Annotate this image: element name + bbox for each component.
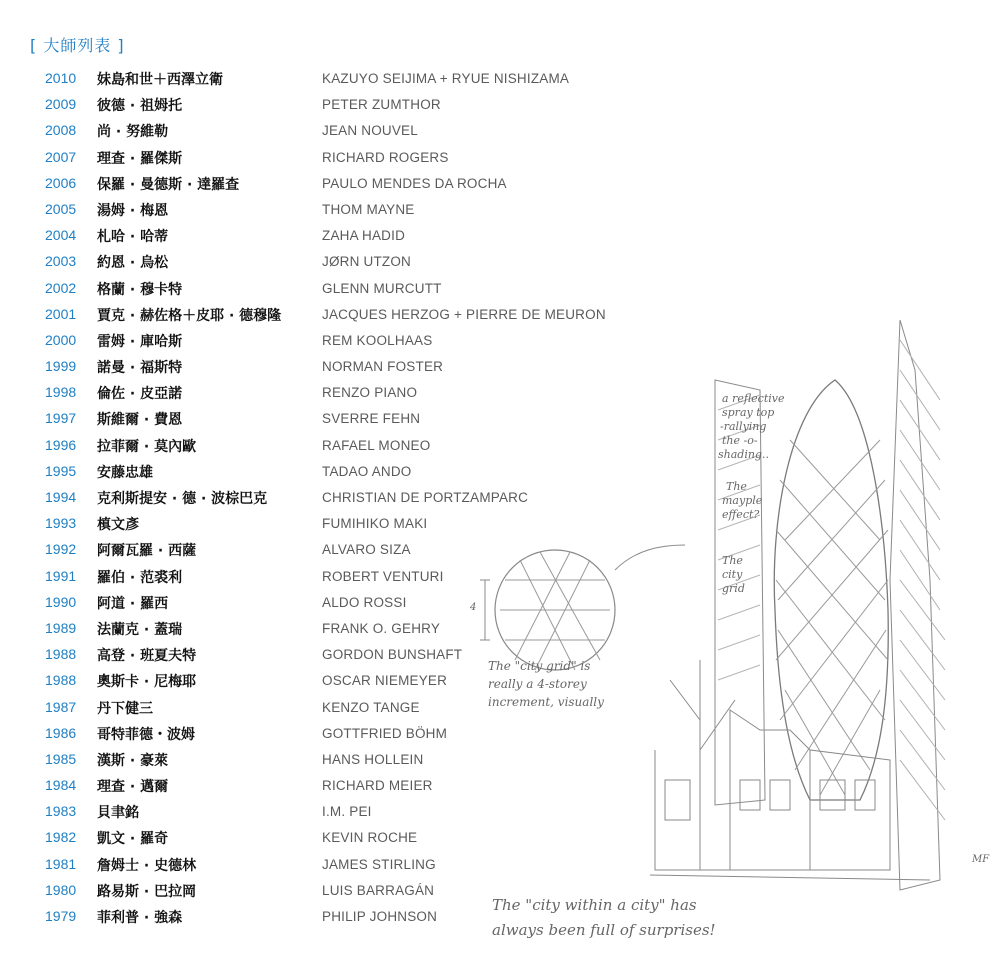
architect-name-english: REM KOOLHAAS <box>322 332 433 348</box>
list-item <box>0 145 640 171</box>
architect-name-english: LUIS BARRAGÁN <box>322 882 435 898</box>
architect-name-chinese: 羅伯 · 范裘利 <box>97 569 183 586</box>
architect-name-english: RICHARD ROGERS <box>322 149 449 165</box>
architect-name-english: ROBERT VENTURI <box>322 568 444 584</box>
architect-name-english: KEVIN ROCHE <box>322 830 418 846</box>
architect-name-english: JEAN NOUVEL <box>322 123 418 139</box>
sketch-note-grid-3: grid <box>722 582 745 595</box>
architect-name-chinese: 克利斯提安 · 德 · 波棕巴克 <box>97 491 268 507</box>
sketch-note-left-2: really a 4-storey <box>488 677 587 691</box>
list-item <box>0 171 640 197</box>
architect-name-chinese: 雷姆 · 庫哈斯 <box>97 333 183 350</box>
architect-name-english: THOM MAYNE <box>322 201 415 217</box>
award-year: 2005 <box>45 200 77 217</box>
architect-name-english: RICHARD MEIER <box>322 778 433 794</box>
architect-name-english: OSCAR NIEMEYER <box>322 673 448 689</box>
award-year: 2010 <box>45 70 77 86</box>
architect-name-chinese: 尚 · 努維勒 <box>97 124 169 141</box>
architect-name-chinese: 賈克 · 赫佐格＋皮耶 · 德穆隆 <box>97 307 282 324</box>
award-year: 1979 <box>45 908 77 924</box>
list-item <box>0 249 640 275</box>
architect-name-english: RENZO PIANO <box>322 385 418 401</box>
award-year: 2000 <box>45 331 77 348</box>
award-year: 1992 <box>45 541 77 558</box>
architect-name-chinese: 妹島和世＋西澤立衛 <box>97 72 223 88</box>
architect-name-english: KENZO TANGE <box>322 699 420 715</box>
architect-name-english: SVERRE FEHN <box>322 411 421 427</box>
sketch-note-left-1: The "city grid" is <box>488 659 591 673</box>
award-year: 1999 <box>45 358 77 375</box>
award-year: 1980 <box>45 881 77 898</box>
award-year: 2009 <box>45 96 77 113</box>
architect-name-english: TADAO ANDO <box>322 463 412 479</box>
award-year: 1998 <box>45 384 77 401</box>
award-year: 2004 <box>45 227 77 244</box>
architect-name-english: KAZUYO SEIJIMA + RYUE NISHIZAMA <box>322 71 570 86</box>
award-year: 1996 <box>45 436 77 453</box>
architect-name-chinese: 路易斯 · 巴拉岡 <box>97 883 197 900</box>
award-year: 2003 <box>45 253 77 270</box>
architect-name-chinese: 安藤忠雄 <box>97 464 153 481</box>
sketch-note-mid-3: effect? <box>722 508 760 521</box>
award-year: 2001 <box>45 305 77 322</box>
award-year: 1993 <box>45 515 77 532</box>
award-year: 1982 <box>45 829 77 846</box>
architect-name-chinese: 格蘭 · 穆卡特 <box>97 281 183 298</box>
award-year: 1988 <box>45 646 77 663</box>
sketch-note-top-5: shading.. <box>718 448 769 461</box>
sketch-note-grid-1: The <box>722 554 743 567</box>
architect-name-chinese: 法蘭克 · 蓋瑞 <box>97 621 183 638</box>
sketch-note-top-1: a reflective <box>722 392 785 405</box>
sketch-note-grid-2: city <box>722 568 743 581</box>
architect-name-chinese: 高登 · 班夏夫特 <box>97 648 197 665</box>
sketch-note-mid-1: The <box>726 480 747 493</box>
award-year: 2006 <box>45 174 77 191</box>
architect-name-english: JØRN UTZON <box>322 254 411 270</box>
architect-name-chinese: 槙文彥 <box>97 517 139 534</box>
architect-name-english: FUMIHIKO MAKI <box>322 516 428 532</box>
award-year: 1984 <box>45 777 77 794</box>
award-year: 1991 <box>45 567 77 584</box>
architect-name-english: FRANK O. GEHRY <box>322 620 441 636</box>
award-year: 1995 <box>45 462 77 479</box>
architect-name-english: PETER ZUMTHOR <box>322 97 441 113</box>
award-year: 1981 <box>45 855 77 872</box>
award-year: 2008 <box>45 122 77 139</box>
award-year: 1997 <box>45 410 77 427</box>
list-item <box>0 66 640 92</box>
architect-name-chinese: 貝聿銘 <box>97 805 139 822</box>
architect-name-chinese: 菲利普 · 強森 <box>97 910 183 926</box>
architect-name-chinese: 阿道 · 羅西 <box>97 595 169 612</box>
architect-name-chinese: 湯姆 · 梅恩 <box>97 202 169 219</box>
award-year: 1983 <box>45 803 77 820</box>
architect-name-english: PAULO MENDES DA ROCHA <box>322 175 507 191</box>
architect-name-chinese: 札哈 · 哈蒂 <box>97 229 169 246</box>
architect-name-chinese: 漢斯 · 豪萊 <box>97 752 169 769</box>
sketch-note-bottom-1: The "city within a city" has <box>492 896 697 914</box>
architect-name-chinese: 凱文 · 羅奇 <box>97 831 169 848</box>
award-year: 1989 <box>45 619 77 636</box>
list-item <box>0 118 640 144</box>
architect-name-chinese: 阿爾瓦羅 · 西薩 <box>97 543 197 560</box>
architect-name-chinese: 斯維爾 · 費恩 <box>97 412 183 429</box>
gherkin-sketch-illustration <box>460 280 1000 963</box>
sketch-note-bottom-2: always been full of surprises! <box>492 921 716 939</box>
architect-name-english: PHILIP JOHNSON <box>322 909 438 924</box>
award-year: 1994 <box>45 489 77 505</box>
architect-name-chinese: 保羅 · 曼德斯 · 達羅查 <box>97 176 240 193</box>
page-heading: [ 大師列表 ] <box>30 36 125 55</box>
award-year: 1986 <box>45 724 77 741</box>
sketch-signature: MF <box>972 854 990 865</box>
architect-name-chinese: 諾曼 · 福斯特 <box>97 360 183 377</box>
award-year: 2002 <box>45 279 77 296</box>
architect-name-english: NORMAN FOSTER <box>322 359 444 375</box>
architect-name-english: JAMES STIRLING <box>322 856 436 872</box>
architect-name-chinese: 約恩 · 烏松 <box>97 255 169 272</box>
architect-name-chinese: 彼德 · 祖姆托 <box>97 98 183 115</box>
architect-name-english: GORDON BUNSHAFT <box>322 647 463 663</box>
sketch-note-top-3: -rallying <box>720 420 767 433</box>
architect-name-chinese: 哥特菲德・波姆 <box>97 726 195 743</box>
architect-name-english: ALVARO SIZA <box>322 542 411 558</box>
list-item <box>0 223 640 249</box>
architect-name-english: CHRISTIAN DE PORTZAMPARC <box>322 490 529 505</box>
list-item <box>0 197 640 223</box>
architect-name-english: I.M. PEI <box>322 804 372 820</box>
sketch-dimension-mark: 4 <box>470 602 477 613</box>
architect-name-english: ZAHA HADID <box>322 228 406 244</box>
architect-name-chinese: 拉菲爾 · 莫內歐 <box>97 438 197 455</box>
architect-name-chinese: 理查 · 邁爾 <box>97 779 169 796</box>
architect-name-english: HANS HOLLEIN <box>322 751 424 767</box>
award-year: 1985 <box>45 750 77 767</box>
award-year: 1990 <box>45 593 77 610</box>
architect-name-chinese: 丹下健三 <box>97 700 153 717</box>
architect-name-english: JACQUES HERZOG + PIERRE DE MEURON <box>322 306 606 322</box>
architect-name-chinese: 倫佐 · 皮亞諾 <box>97 386 183 403</box>
architect-name-english: ALDO ROSSI <box>322 594 407 610</box>
sketch-note-left-3: increment, visually <box>488 695 604 709</box>
award-year: 2007 <box>45 148 77 165</box>
architect-name-chinese: 奧斯卡 · 尼梅耶 <box>97 674 197 691</box>
architect-name-chinese: 詹姆士 · 史德林 <box>97 857 197 874</box>
sketch-note-top-2: spray top <box>722 406 775 419</box>
architect-name-english: RAFAEL MONEO <box>322 437 431 453</box>
sketch-note-top-4: the -o- <box>722 434 758 447</box>
award-year: 1987 <box>45 698 77 715</box>
architect-name-chinese: 理查 · 羅傑斯 <box>97 150 183 167</box>
list-item <box>0 92 640 118</box>
award-year: 1988 <box>45 672 77 689</box>
architect-name-english: GOTTFRIED BÖHM <box>322 725 448 741</box>
sketch-note-mid-2: mayple <box>722 494 763 507</box>
architect-name-english: GLENN MURCUTT <box>322 280 442 296</box>
